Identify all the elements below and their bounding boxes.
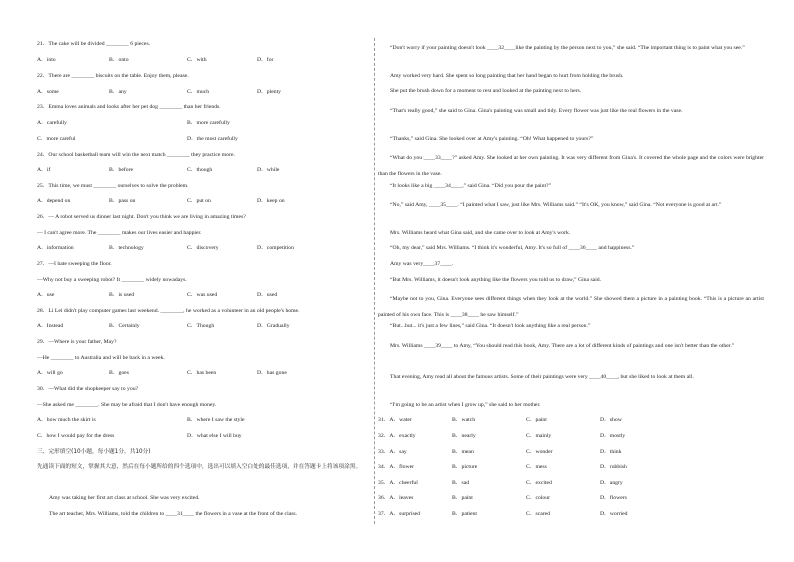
question-28-stem: 28．Li Lei didn't play computer games last weekend. ________, he worked as a volunteer in an old people's home. — [37, 308, 300, 314]
question-30-stem: 30．—What did the shopkeeper say to you? — [37, 386, 139, 392]
option: B．before — [109, 167, 134, 173]
option: A．if — [37, 167, 51, 173]
passage-line: Mrs. Williams heard what Gina said, and she came over to look at Amy's work. — [390, 230, 571, 236]
option: D．worried — [600, 511, 628, 517]
question-29-reply: —He ________ to Australia and will be back in a week. — [37, 355, 165, 361]
option: C．colour — [526, 495, 551, 501]
question-26-stem: 26．— A robot served us dinner last night. Don't you think we are living in amazing times? — [37, 214, 246, 220]
option: D．what else I will buy — [187, 433, 242, 439]
left-column — [37, 0, 371, 562]
passage-paragraph: “That's really good,” she said to Gina. Gina's painting was small and tidy. Every flower was just like the real flowers in the vase. — [390, 108, 683, 114]
passage-paragraph: “What do you ____33____?” asked Amy. She looked at her own painting. It was very different from Gina's. It covered the whole page and the colors were brighter than the flowers in the vase. — [378, 155, 764, 177]
option: B．pass on — [109, 198, 136, 204]
option: 32．A．exactly — [378, 433, 416, 439]
option: B．where I saw the style — [187, 417, 245, 423]
option: B．mean — [452, 449, 474, 455]
option: A．carefully — [37, 120, 68, 126]
section-instructions: 先通读下面的短文，掌握其大意，然后在每小题所给的四个选项中，选出可以填入空白处的最佳选项，并在答题卡上将该项涂黑。 — [37, 464, 362, 470]
option: B．sad — [452, 480, 470, 486]
option: 31．A．water — [378, 417, 412, 423]
option: B．technology — [109, 245, 144, 251]
passage-paragraph: “No,” said Amy, ____35____. “I painted what I saw, just like Mrs. Williams said.” “It's OK, you know,” said Gina. “Not everyone is good at art.” — [390, 202, 722, 208]
question-24-stem: 24．Our school basketball team will win the next match ________ they practice more. — [37, 152, 235, 158]
question-26-reply: — I can't agree more. The ________ makes our lives easier and happier. — [37, 230, 202, 236]
option: D．keep on — [257, 198, 285, 204]
passage-line: “Thanks,” said Gina. She looked over at Amy's painting. “Oh! What happened to yours?” — [390, 136, 594, 142]
question-30-reply: —She asked me ________. She may be afraid that I don't have enough money. — [37, 402, 217, 408]
column-divider — [374, 38, 375, 524]
option: B．any — [109, 89, 127, 95]
passage-line: “But Mrs. Williams, it doesn't look anything like the flowers you told us to draw,” Gina said. — [390, 277, 602, 283]
option: D．the most carefully — [187, 136, 238, 142]
option: C．with — [187, 57, 207, 63]
question-22-stem: 22．There are ________ biscuits on the table. Enjoy them, please. — [37, 73, 189, 79]
right-column — [378, 0, 764, 562]
option: A．some — [37, 89, 59, 95]
option: C．Though — [187, 323, 215, 329]
passage-line: Amy was very____37____. — [390, 261, 454, 267]
passage-line: Amy worked very hard. She spent so long painting that her hand began to hurt from holding the brush. — [390, 73, 624, 79]
question-21-stem: 21．The cake will be divided ________ 6 pieces. — [37, 41, 151, 47]
option: B．nearly — [452, 433, 476, 439]
passage-line: “I'm going to be an artist when I grow up,” she said to her mother. — [390, 402, 541, 408]
option: 33．A．say — [378, 449, 407, 455]
passage-line: Amy was taking her first art class at school. She was very excited. — [49, 495, 200, 501]
option: C．put on — [187, 198, 211, 204]
option: C．though — [187, 167, 213, 173]
question-29-stem: 29．—Where is your father, May? — [37, 339, 117, 345]
option: B．watch — [452, 417, 476, 423]
option: D．competition — [257, 245, 294, 251]
option: A．will go — [37, 370, 63, 376]
option: 37．A．surprised — [378, 511, 421, 517]
passage-paragraph: “Maybe not to you, Gina. Everyone sees different things when they look at the world.” She showed them a picture in a painting book. “This is a picture an artist painted of his own face. This is ____38____ he saw himself.” — [378, 296, 764, 318]
option: A．into — [37, 57, 56, 63]
option: B．more carefully — [187, 120, 230, 126]
option: D．flowers — [600, 495, 627, 501]
option: C．much — [187, 89, 210, 95]
option: C．how I would pay for the dress — [37, 433, 115, 439]
question-25-stem: 25．This time, we must ________ ourselves to solve the problem. — [37, 183, 189, 189]
passage-line: “Oh, my dear,” said Mrs. Williams. “I think it's wonderful, Amy. It's so full of ____36____ and happiness.” — [390, 245, 635, 251]
option: B．is used — [109, 292, 135, 298]
option: D．plenty — [257, 89, 282, 95]
option: D．has gone — [257, 370, 287, 376]
option: D．for — [257, 57, 274, 63]
option: C．discovery — [187, 245, 219, 251]
passage-paragraph: That evening, Amy read all about the famous artists. Some of their paintings were very ____40____, but she liked to look at them all. — [390, 374, 694, 380]
option: C．wonder — [526, 449, 553, 455]
option: C．has been — [187, 370, 217, 376]
option: D．mostly — [600, 433, 626, 439]
option: C．paint — [526, 417, 547, 423]
passage-line: “It looks like a big ____34____,” said Gina. “Did you pour the paint?” — [390, 183, 552, 189]
passage-paragraph: Mrs. Williams ____39____ to Amy, “You should read this book, Amy. There are a lot of different kinds of paintings and one isn't better than the other.” — [390, 343, 735, 349]
passage-line: “But...but... it's just a few lines,” said Gina. “It doesn't look anything like a real person.” — [390, 323, 591, 329]
passage-line: The art teacher, Mrs. Williams, told the children to ____31____ the flowers in a vase at the front of the class. — [49, 511, 298, 517]
option: C．excited — [526, 480, 552, 486]
option: 34．A．flower — [378, 464, 415, 470]
option: B．patient — [452, 511, 477, 517]
option: D．angry — [600, 480, 623, 486]
option: B．onto — [109, 57, 129, 63]
option: A．use — [37, 292, 55, 298]
option: 36．A．leaves — [378, 495, 414, 501]
option: A．depend on — [37, 198, 71, 204]
option: 35．A．cheerful — [378, 480, 418, 486]
option: A．information — [37, 245, 74, 251]
option: C．mainly — [526, 433, 552, 439]
section-heading: 三、完形填空(10小题，每小题1分，共10分) — [37, 449, 151, 455]
option: B．paint — [452, 495, 473, 501]
passage-line: She put the brush down for a moment to rest and looked at the painting next to hers. — [390, 88, 582, 94]
option: A．Instead — [37, 323, 64, 329]
option: C．more careful — [37, 136, 76, 142]
question-23-stem: 23．Emma loves animals and looks after her pet dog ________ than her friends. — [37, 104, 221, 110]
option: D．show — [600, 417, 622, 423]
option: D．while — [257, 167, 280, 173]
option: B．picture — [452, 464, 478, 470]
option: C．scared — [526, 511, 551, 517]
passage-paragraph: “Don't worry if your painting doesn't look ____32____like the painting by the person next to you,” she said. “The important thing is to paint what you see.” — [390, 45, 745, 51]
option: D．Gradually — [257, 323, 290, 329]
option: D．think — [600, 449, 622, 455]
question-27-stem: 27．—I hate sweeping the floor. — [37, 261, 112, 267]
option: D．used — [257, 292, 278, 298]
option: B．Certainly — [109, 323, 140, 329]
question-27-reply: —Why not buy a sweeping robot? It ________ widely nowadays. — [37, 277, 187, 283]
option: B．goes — [109, 370, 129, 376]
option: C．mess — [526, 464, 547, 470]
option: A．how much the skirt is — [37, 417, 96, 423]
option: D．rubbish — [600, 464, 627, 470]
option: C．was used — [187, 292, 218, 298]
